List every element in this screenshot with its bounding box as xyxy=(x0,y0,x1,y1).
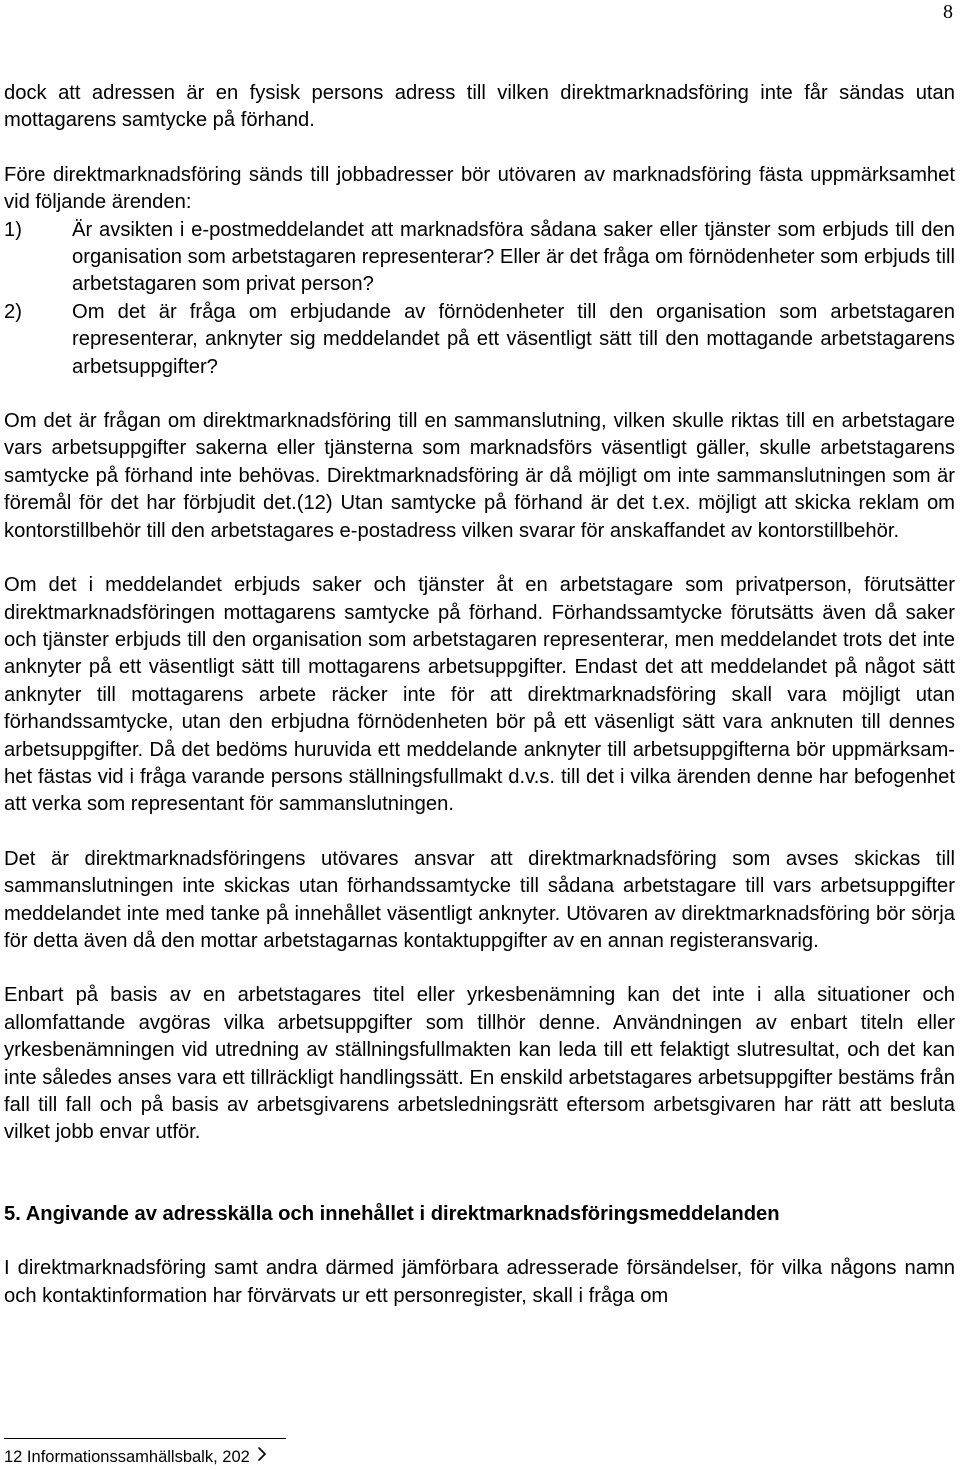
paragraph: dock att adressen är en fysisk persons adress till vilken direktmarknadsföring inte får sändas utan mottagarens samtycke på förhand. xyxy=(4,82,955,132)
paragraph: Om det är frågan om direktmarknadsföring till en sammanslutning, vilken skulle riktas till en arbetstagare vars arbetsuppgifter sakerna eller tjänsterna som marknadsförs väsentligt gäller, skulle arbetstagarens samtycke på förhand inte behövas. Direktmarknadsföring är då möjligt om inte sammanslutningen som är föremål för det har förbjudit det.(12) Utan samtycke på förhand är det t.ex. möjligt att skicka reklam om kontorstillbehör till den arbetstagares e-postadress vilken svarar för anskaffandet av kontorstillbehör. xyxy=(4,410,955,542)
page-number: 8 xyxy=(943,1,953,23)
list-item xyxy=(4,299,955,381)
paragraph: Före direktmarknadsföring sänds till jobbadresser bör utövaren av marknadsföring fästa uppmärksamhet vid följande ärenden: xyxy=(4,163,955,214)
link-icon xyxy=(256,1446,268,1468)
paragraph: Enbart på basis av en arbetstagares titel eller yrkesbenämning kan det inte i alla situationer och allomfattande avgöras vilka arbetsuppgifter som tillhör denne. Användningen av enbart titeln eller yrkesbenämningen vid utredning av ställningsfullmakten kan leda till ett felaktigt slutresultat, och det kan inte således anses vara ett tillräckligt handlingssätt. En enskild arbetstagares arbetsuppgifter bestäms från fall till fall och på basis av arbetsgivarens arbetsledningsrätt eftersom arbetsgivaren har rätt att besluta vilket jobb envar utför. xyxy=(4,984,955,1144)
footnote xyxy=(4,1446,268,1468)
list-item-number: 2) xyxy=(4,300,22,323)
paragraph: I direktmarknadsföring samt andra därmed jämförbara adresserade försändelser, för vilka någons namn och kontaktinformation har förvärvats ur ett personregister, skall i fråga om xyxy=(4,1257,955,1307)
list-item-text: Om det är fråga om erbjudande av förnödenheter till den organisation som arbetstagaren representerar, anknyter sig meddelandet på ett väsentligt sätt till den mottagande arbetstagarens arbetsuppgifter? xyxy=(72,300,955,378)
paragraph: Om det i meddelandet erbjuds saker och tjänster åt en arbetstagare som privatperson, förutsätter direktmarknadsföringen mottagarens samtycke på förhand. Förhandssamtycke förutsätts även då saker och tjänster erbjuds till den organisation som arbetstagaren representerar, men meddelandet trots det inte anknyter på ett väsentligt sätt till mottagarens arbetsuppgifter. Endast det att meddelandet på något sätt anknyter till mottagarens arbete räcker inte för att direktmarknadsföring skall vara möjligt utan förhandssamtycke, utan den erbjudna förnödenheten bör på ett väsenligt sätt vara anknuten till dennes arbetsuppgifter. Då det bedöms huruvida ett meddelande anknyter till arbetsuppgifterna bör uppmärksamhet fästas vid i fråga varande persons ställningsfullmakt d.v.s. till det i vilka ärenden denne har befogenhet att verka som representant för sammanslutningen. xyxy=(4,574,955,816)
section-heading: 5. Angivande av adresskälla och innehållet i direktmarknadsföringsmeddelanden xyxy=(4,1202,780,1225)
footnote-text: 12 Informationssamhällsbalk, 202 xyxy=(4,1448,250,1466)
document-body xyxy=(4,80,955,1310)
list-item-number: 1) xyxy=(4,218,22,241)
footnote-divider xyxy=(4,1438,286,1439)
list-item-text: Är avsikten i e-postmeddelandet att marknadsföra sådana saker eller tjänster som erbjuds till den organisation som arbetstagaren representerar? Eller är det fråga om förnödenheter som erbjuds till arbetstagaren som privat person? xyxy=(72,218,955,296)
numbered-list xyxy=(4,217,955,381)
list-item xyxy=(4,217,955,299)
paragraph: Det är direktmarknadsföringens utövares ansvar att direktmarknadsföring som avses skickas till sammanslutningen inte skickas utan förhandssamtycke till sådana arbetstagare till vars arbetsuppgifter meddelandet inte med tanke på innehållet väsentligt anknyter. Utövaren av direktmarknadsföring bör sörja för detta även då den mottar arbetstagarnas kontaktuppgifter av en annan registeransvarig. xyxy=(4,847,955,952)
